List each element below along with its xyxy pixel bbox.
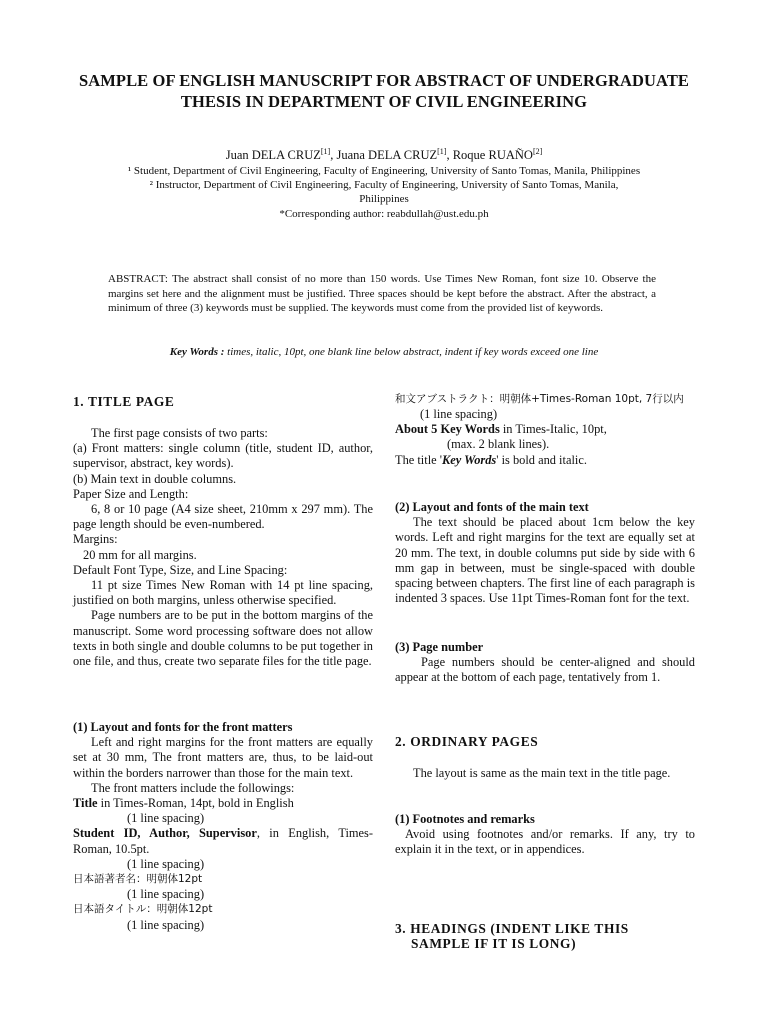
paragraph: Left and right margins for the front matters are equally set at 30 mm, The front matters are, thus, to be laid-out within the borders narrower than those for the main text. [73, 735, 373, 780]
author-2-ref: [1] [437, 147, 447, 156]
right-column-main-text [395, 500, 695, 606]
subheading-main-text: (2) Layout and fonts of the main text [395, 500, 589, 514]
term-text: in Times-Roman, 14pt, bold in English [97, 796, 294, 811]
affiliation-2-cont: Philippines [359, 193, 409, 205]
paragraph: (b) Main text in double columns. [73, 471, 237, 486]
right-column-top [395, 392, 695, 468]
page-title: SAMPLE OF ENGLISH MANUSCRIPT FOR ABSTRACT OF UNDERGRADUATE THESIS IN DEPARTMENT OF CIVIL ENGINEERING [78, 71, 690, 111]
keywords-label: Key Words : [169, 346, 225, 358]
paragraph: The first page consists of two parts: [91, 426, 268, 440]
paragraph [395, 453, 695, 468]
blank-lines-note: (max. 2 blank lines). [447, 437, 550, 452]
term-text: , in English, Times-Roman, 10.5pt. [73, 826, 373, 856]
subheading-footnotes: (1) Footnotes and remarks [395, 812, 535, 826]
paragraph [73, 796, 373, 811]
line-spacing-note: (1 line spacing) [127, 856, 205, 871]
bold-term: Title [73, 796, 98, 811]
paragraph: The layout is same as the main text in the title page. [413, 766, 671, 780]
paragraph: (a) Front matters: single column (title, student ID, author, supervisor, abstract, key words). [73, 441, 373, 471]
paragraph: Page numbers are to be put in the bottom margins of the manuscript. Some word processing software does not allow texts in both single and double columns to be put together in one file, and thus, create two separate files for the title page. [73, 608, 373, 669]
section-heading-ordinary-pages: 2. ORDINARY PAGES [395, 734, 539, 749]
section-heading-title-page: 1. TITLE PAGE [73, 394, 175, 409]
paragraph: Avoid using footnotes and/or remarks. If any, try to explain it in the text, or in appendices. [395, 827, 695, 857]
affiliation-1: ¹ Student, Department of Civil Engineering, Faculty of Engineering, University of Santo Tomas, Manila, Philippines [127, 165, 641, 177]
affiliation-2: ² Instructor, Department of Civil Engineering, Faculty of Engineering, University of Santo Tomas, Manila, [149, 179, 619, 191]
right-column-footnotes [395, 812, 695, 858]
section-heading-headings [395, 921, 695, 951]
paragraph: The front matters include the followings: [91, 780, 295, 795]
subheading-front-matters: (1) Layout and fonts for the front matters [73, 720, 293, 734]
left-column-front-matters [73, 720, 373, 933]
corresponding-author: *Corresponding author: reabdullah@ust.edu.ph [279, 208, 489, 220]
left-column-body [73, 426, 373, 669]
keywords-line [60, 346, 708, 358]
author-3: Roque RUAÑO [452, 148, 533, 163]
line-spacing-note: (1 line spacing) [127, 917, 205, 932]
term-text: in Times-Italic, 10pt, [499, 422, 607, 437]
author-1-ref: [1] [320, 147, 331, 156]
paragraph: Paper Size and Length: [73, 486, 189, 501]
paragraph: The text should be placed about 1cm below the key words. Left and right margins for the text are equally set at 20 mm. The text, in double columns put side by side with 6 mm gap in between, must be single-spaced with double spacing between chapters. The first line of each paragraph is indented 3 spaces. Use 11pt Times-Roman font for the text. [395, 515, 695, 606]
author-2: Juana DELA CRUZ [336, 148, 438, 163]
paragraph: Page numbers should be center-aligned and should appear at the bottom of each page, tentatively from 1. [395, 655, 695, 685]
japanese-line: 日本語著者名：明朝体12pt [73, 873, 203, 886]
subheading-page-number: (3) Page number [395, 640, 484, 654]
term-text: The title ' [395, 452, 442, 467]
paragraph: 11 pt size Times New Roman with 14 pt line spacing, justified on both margins, unless otherwise specified. [73, 578, 373, 608]
paragraph: 6, 8 or 10 page (A4 size sheet, 210mm x 297 mm). The page length should be even-numbered. [73, 502, 373, 532]
bold-italic-term: Key Words [441, 452, 497, 467]
heading-line: SAMPLE IF IT IS LONG) [411, 936, 577, 952]
right-column-page-number [395, 640, 695, 686]
author-line: Juan DELA CRUZ[1], Juana DELA CRUZ[1], Roque RUAÑO[2] [225, 147, 543, 163]
bold-term: Student ID, Author, Supervisor [73, 826, 257, 841]
line-spacing-note: (1 line spacing) [127, 811, 205, 826]
line-spacing-note: (1 line spacing) [127, 887, 205, 902]
japanese-line: 日本語タイトル：明朝体12pt [73, 903, 213, 916]
heading-line: 3. HEADINGS (INDENT LIKE THIS [395, 921, 629, 936]
paragraph: Default Font Type, Size, and Line Spacing: [73, 562, 288, 577]
line-spacing-note: (1 line spacing) [420, 407, 498, 421]
paragraph [73, 826, 373, 856]
right-column-ordinary [395, 766, 695, 781]
abstract: ABSTRACT: The abstract shall consist of no more than 150 words. Use Times New Roman, font size 10. Observe the margins set here and the alignment must be justified. Three spaces should be kept before the abstract. After the abstract, a minimum of three (3) keywords must be supplied. The keywords must come from the provided list of keywords. [108, 273, 656, 315]
paragraph: 20 mm for all margins. [83, 547, 197, 562]
japanese-line: 和文アブストラクト：明朝体+Times-Roman 10pt, 7行以内 [395, 393, 684, 405]
paragraph: Margins: [73, 532, 118, 547]
author-3-ref: [2] [532, 147, 543, 156]
author-1: Juan DELA CRUZ [225, 148, 321, 163]
bold-term: About 5 Key Words [395, 422, 500, 437]
paragraph [395, 422, 695, 437]
keywords-text: times, italic, 10pt, one blank line below abstract, indent if key words exceed one line [224, 346, 599, 358]
term-text: ' is bold and italic. [496, 452, 587, 467]
